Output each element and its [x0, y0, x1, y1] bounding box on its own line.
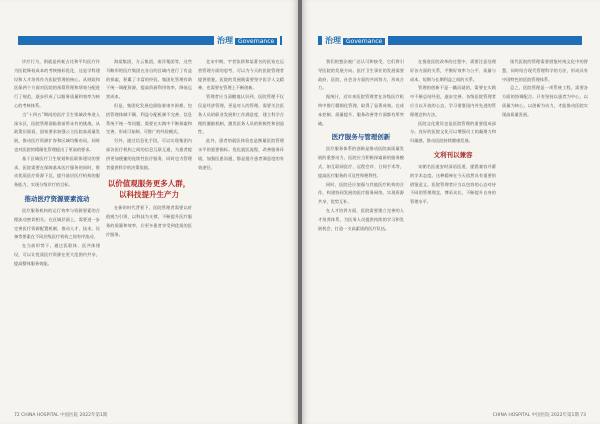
subheading: 推动医疗资源要素流动 — [24, 195, 90, 203]
right-page — [302, 0, 600, 424]
left-column-1 — [14, 58, 100, 269]
paragraph: 管理的创新不是一蹴而就的，需要在实践中不断总结经验，逐步完善。各级医院管理者应当以开放的心态，学习借鉴国内外先进的管理理念和方法。 — [410, 85, 496, 117]
paragraph: 北宋中期，宇者张拱和某著名的医家在运营管理方面的思考，可以为今天的医院管理者提供借鉴。医院的发展既需要坚守医学人文精神，也需要在管理上不断创新。 — [198, 59, 284, 91]
paragraph: 据统计，近年来医院管理者在各级医疗机构中推行精细化管理，取得了显著成效。在成本控制、质量提升、服务改善等方面都有所突破。 — [318, 94, 404, 126]
subheading-line-2: 以科技提升生产力 — [119, 190, 179, 200]
section-title: 治理 — [217, 36, 233, 45]
right-column-1 — [318, 58, 404, 233]
section-title: 治理 — [325, 36, 341, 45]
page-footer: 72 CHINA HOSPITAL 中国医院 2022年第1期 — [14, 413, 108, 418]
paragraph: 海棠集团，方云集团，南洋集团等，这些马鞍形的医疗集团在各自的区域内进行了有益的探索，积累了丰富的经验。集团化管理有助于统一调配资源，提高资源利用效率，降低运营成本。 — [106, 59, 192, 100]
section-header — [214, 35, 280, 46]
paragraph: 总之，医院管理是一项系统工程，需要各方面的协调配合。只有坚持以患者为中心，以质量为核心，以创新为动力，才能推动医院实现高质量发展。 — [502, 85, 588, 117]
section-title-en: Governance — [343, 38, 385, 45]
left-page — [0, 0, 298, 424]
paragraph: 在推进医院改革的过程中，需要注意处理好各方面的关系，平衡好效率与公平、质量与成本、短期与长期利益之间的关系。 — [410, 59, 496, 82]
left-column-2 — [106, 58, 192, 240]
paragraph: 此外，患者的就医体验也是衡量医院管理水平的重要指标。优化就医流程，改善服务环境，加强医患沟通，都是提升患者满意度的有效途径。 — [198, 138, 284, 170]
subheading: 医疗服务与管理创新 — [331, 134, 391, 142]
left-column-3 — [198, 58, 284, 172]
paragraph: 在新的时代背景下，医院管理者需要以价值观为引领，以科技为支撑，不断提升医疗服务的质量和效率，让更多患者享受到优质的医疗服务。 — [106, 205, 192, 237]
right-column-2 — [410, 58, 496, 207]
paragraph: 现代医院的管理需要借鉴传统文化中的智慧，同时结合现代管理科学的方法，形成具有中国特色的医院管理体系。 — [502, 59, 588, 82]
paragraph: 管理者应当清醒地认识到，医院管理不仅仅是经济管理，更是对人的管理。需要关注医务人员的职业发展和工作满意度，建立科学合理的激励机制，激发医务人员的积极性和创造性。 — [198, 94, 284, 135]
paragraph: 宋朝名医庞安时深谙医道，提倡兼容并蓄的学术态度。这种精神在今天依然具有重要的借鉴意义。医院管理者应当以包容的心态对待不同的管理理念，博采众长，不断提升自身的管理水平。 — [410, 163, 496, 205]
paragraph: 诊疗行为，则就是药耗占比和平均医疗作为医院降低成本的考核指标优化，这是学科建设和人才培养作为医院管理的核心。从财政和医保两个方面对医院的预算管理和绩效分配进行了规范，逐步形成了以服务质量和效率为核心的考核体系。 — [14, 59, 100, 108]
subheading-highlight — [106, 178, 192, 200]
paragraph: 当“十四五”期间的医疗卫生领域改革进入深水区，医院管理面临着前所未有的挑战。从政策层面看，国家要求加强公立医院高质量发展，推动医疗资源扩容和区域均衡布局，同时也对医院的精细化管理提出了更高的要求。 — [14, 111, 100, 152]
paragraph: 医院文化建设也是医院管理的重要组成部分。良好的医院文化可以增强员工的凝聚力和归属感，推动医院持续健康发展。 — [410, 120, 496, 144]
subheading: 文利刊以兼容 — [433, 151, 473, 159]
paragraph: 医疗服务机构的运行效率与资源要素的合理流动密切相关。在区域层面上，需要进一步完善医疗资源配置机制，推动人才、技术、设备等要素在不同层级医疗机构之间有序流动。 — [14, 207, 100, 240]
paragraph: 另外，通过信息化手段，可以实现集团内部各医疗机构之间的信息互联互通，为患者提供更加便捷的连续性医疗服务，同时也为管理者提供科学的决策依据。 — [106, 138, 192, 170]
paragraph: 同时，医院还应加强与其他医疗机构的合作，构建协同发展的医疗服务网络，实现资源共享、优势互补。 — [318, 181, 404, 205]
paragraph: 在人才培养方面，医院需要建立完善的人才培养体系，为医务人员提供持续的学习和发展机会，打造一支高素质的医疗队伍。 — [318, 207, 404, 231]
paragraph: 在当前形势下，通过医联体、医共体建设，可以让优质医疗资源在更大范围内共享，提高整体服务效能。 — [14, 243, 100, 266]
paragraph: 基于区域医疗卫生规划和医联体建设的要求，医院需要在保障基本医疗服务的同时，推动优质医疗资源下沉，提升基层医疗机构的服务能力，实现分级诊疗的目标。 — [14, 155, 100, 188]
paragraph: 但是，集团化发展也面临着诸多困难，包括管理体制不顺、利益分配机制不完善、信息系统不统一等问题。需要在实践中不断探索和完善，形成可复制、可推广的经验模式。 — [106, 102, 192, 135]
section-header — [322, 35, 388, 46]
paragraph: 我们的想法被广泛认可和接受，它们将引导医院的发展方向。医疗卫生事业的发展需要政府、医院、社会各方面的共同努力，形成合力。 — [318, 59, 404, 91]
paragraph: 医疗服务体系的创新是推动医院高质量发展的重要动力。医院应当积极探索新的服务模式，如互联网医疗、远程会诊、日间手术等，提高医疗服务的可及性和便利性。 — [318, 146, 404, 178]
section-title-en: Governance — [235, 38, 277, 45]
right-column-3 — [502, 58, 588, 120]
page-footer: CHINA HOSPITAL 中国医院 2022年第1期 73 — [492, 413, 586, 418]
subheading-line-1: 以价值观服务更多人群， — [107, 179, 191, 189]
